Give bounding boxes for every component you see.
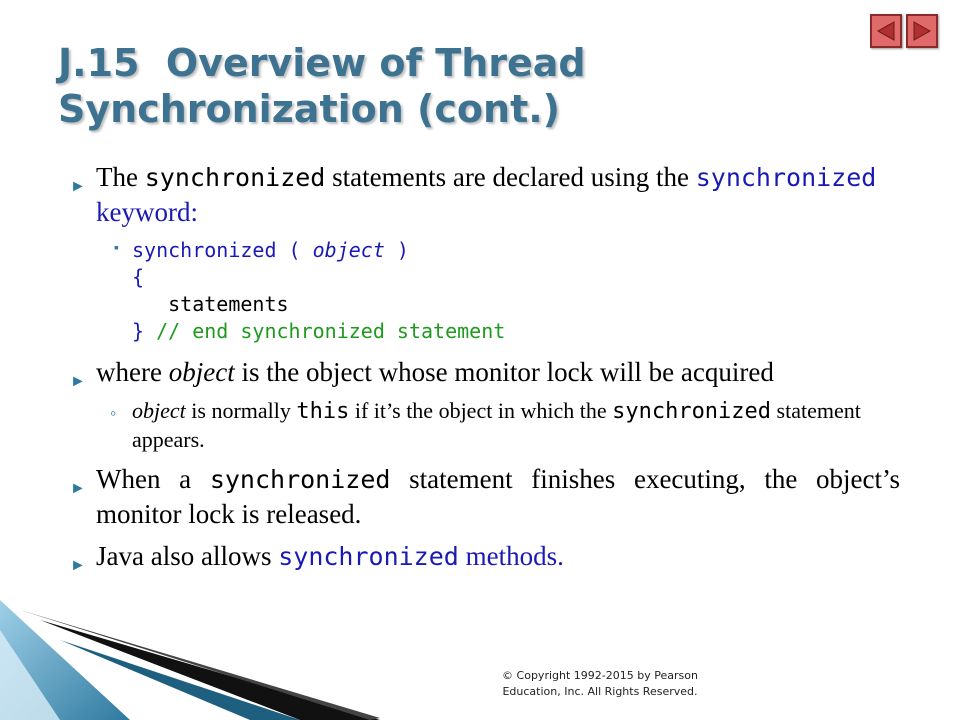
next-slide-icon — [912, 20, 932, 42]
text: statement finishes executing, the object’s monitor lock is released. — [96, 464, 900, 529]
previous-slide-icon — [876, 20, 896, 42]
text: Java also allows — [96, 541, 279, 571]
code-keyword: synchronized — [144, 163, 326, 192]
bullet-dot-icon: ▪ — [114, 241, 119, 256]
code-placeholder: object — [312, 238, 385, 262]
decorative-swoosh — [0, 560, 400, 720]
slide-navigation — [870, 14, 938, 48]
bullet-arrow-icon: ► — [70, 373, 86, 390]
copyright-notice — [470, 668, 730, 700]
code-keyword: synchronized — [612, 399, 772, 424]
code-comment: // end synchronized statement — [156, 319, 506, 343]
text: The — [96, 162, 145, 192]
italic-term: object — [168, 357, 235, 387]
bullet-object-description — [70, 355, 900, 389]
code-block — [132, 237, 900, 345]
code-example — [70, 237, 900, 345]
next-slide-button[interactable] — [906, 14, 938, 48]
slide-content — [70, 160, 900, 582]
text: When a — [96, 464, 210, 494]
title-line-2: Synchronization (cont.) — [58, 87, 561, 131]
text: statement appears. — [132, 398, 861, 452]
code-line: synchronized ( — [132, 238, 313, 262]
bullet-synchronized-declaration — [70, 160, 900, 229]
text: is normally — [185, 398, 297, 423]
sub-bullet-this — [70, 397, 900, 454]
code-line: statements — [132, 292, 289, 316]
bullet-lock-release — [70, 462, 900, 531]
code-keyword: synchronized — [278, 542, 459, 571]
italic-term: object — [132, 398, 186, 423]
slide-title — [58, 40, 758, 132]
code-line: } — [132, 319, 157, 343]
bullet-arrow-icon: ► — [70, 178, 86, 195]
code-keyword: this — [296, 399, 350, 424]
previous-slide-button[interactable] — [870, 14, 902, 48]
code-line: { — [132, 265, 145, 289]
code-keyword: synchronized — [695, 163, 877, 192]
text: keyword: — [96, 197, 198, 227]
text: methods. — [458, 541, 564, 571]
bullet-arrow-icon: ► — [70, 480, 86, 497]
title-line-1: J.15 Overview of Thread — [58, 41, 586, 85]
text: where — [96, 357, 169, 387]
code-line: ) — [384, 238, 409, 262]
text: if it’s the object in which the — [349, 398, 613, 423]
text: statements are declared using the — [325, 162, 696, 192]
bullet-circle-icon: ◦ — [110, 403, 117, 423]
bullet-arrow-icon: ► — [70, 557, 86, 574]
copyright-line: Education, Inc. All Rights Reserved. — [502, 685, 698, 698]
copyright-line: © Copyright 1992-2015 by Pearson — [502, 669, 698, 682]
code-keyword: synchronized — [209, 465, 391, 494]
text: is the object whose monitor lock will be acquired — [234, 357, 774, 387]
